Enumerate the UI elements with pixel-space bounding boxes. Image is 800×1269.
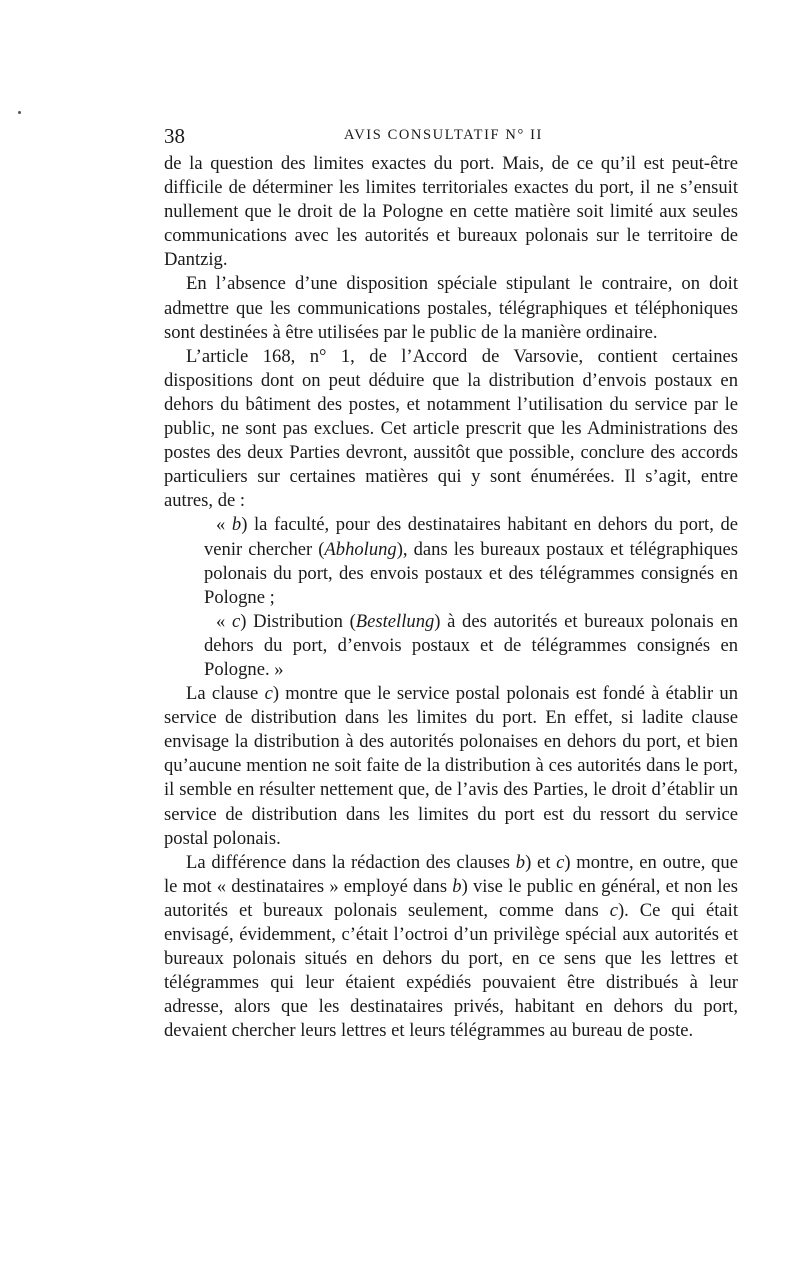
clause-letter-b: b [452, 875, 462, 897]
paragraph-limits: de la question des limites exactes du port. Mais, de ce qu’il est peut-être difficile de déterminer les limites territoriales exactes du port, il ne s’ensuit nullement que le droit de la Pologne en cette matière soit limité aux seules communications avec les autorités et bureaux polonais sur le territoire de Dantzig. [164, 153, 738, 271]
clause-letter-b: b [515, 851, 526, 873]
document-page [164, 118, 738, 1043]
quote-clause-b [204, 513, 738, 609]
difference-text-5: ). Ce qui était envisagé, évidemment, c’était l’octroi d’un privilège spécial aux autorités et bureaux polonais situés en dehors du port, en ce sens que les lettres et télégrammes qui leur étaient expédiés pouvaient être distribués à leur adresse, alors que les destinataires privés, habitant en dehors du port, devaient chercher leurs lettres et leurs télégrammes au bureau de poste. [164, 899, 738, 1042]
quote-open-mark: « [216, 514, 232, 536]
quote-b-text-before: ) la faculté, pour des destinataires habitant en dehors du port, de venir chercher ( [204, 514, 739, 560]
quote-c-text-after: ) à des autorités et bureaux polonais en dehors du port, d’envois postaux et de télégrammes consignés en Pologne. » [204, 610, 738, 680]
difference-text-3: ) montre, en outre, que le mot « destinataires » employé dans [164, 851, 738, 897]
paragraph-clause-c [164, 682, 738, 851]
clause-letter-c: c [231, 610, 241, 632]
page-header [164, 118, 738, 152]
clause-letter-c: c [556, 851, 565, 873]
clause-c-text-before: La clause [186, 683, 265, 705]
page-number: 38 [164, 124, 185, 148]
difference-text-1: La différence dans la rédaction des clauses [186, 851, 516, 873]
clause-letter-c: c [609, 899, 618, 921]
running-title: AVIS CONSULTATIF N° II [344, 127, 543, 143]
clause-letter-c: c [264, 683, 273, 705]
paragraph-public-use: En l’absence d’une disposition spéciale stipulant le contraire, on doit admettre que les communications postales, télégraphiques et téléphoniques sont destinées à être utilisées par le public de la manière ordinaire. [164, 273, 738, 343]
scan-speck [18, 111, 21, 114]
quote-c-text-before: ) Distribution ( [240, 610, 356, 632]
quote-b-text-after: ), dans les bureaux postaux et télégraphiques polonais du port, des envois postaux et des télégrammes consignés en Pologne ; [204, 538, 738, 608]
clause-c-text-after: ) montre que le service postal polonais est fondé à établir un service de distribution dans les limites du port. En effet, si ladite clause envisage la distribution à des autorités polonaises en dehors du port, et bien qu’aucune mention ne soit faite de la distribution à ces autorités dans le port, il semble en résulter nettement que, de l’avis des Parties, le droit d’établir un service de distribution dans les limites du port est du ressort du service postal polonais. [164, 683, 738, 849]
body-text [164, 152, 738, 1043]
difference-text-2: ) et [525, 851, 557, 873]
quote-open-mark: « [216, 610, 232, 632]
paragraph-difference [164, 851, 738, 1044]
paragraph-article-168: L’article 168, n° 1, de l’Accord de Varsovie, contient certaines dispositions dont on peut déduire que la distribution d’envois postaux en dehors du bâtiment des postes, et notamment l’utilisation du service par le public, ne sont pas exclues. Cet article prescrit que les Administrations des postes des deux Parties devront, aussitôt que possible, conclure des accords particuliers sur certaines matières qui y sont énumérées. Il s’agit, entre autres, de : [164, 345, 738, 512]
term-abholung: Abholung [324, 538, 397, 560]
difference-text-4: ) vise le public en général, et non les autorités et bureaux polonais seulement, comme dans [164, 875, 738, 921]
clause-letter-b: b [231, 514, 242, 536]
term-bestellung: Bestellung [355, 610, 435, 632]
quote-clause-c [204, 610, 738, 682]
